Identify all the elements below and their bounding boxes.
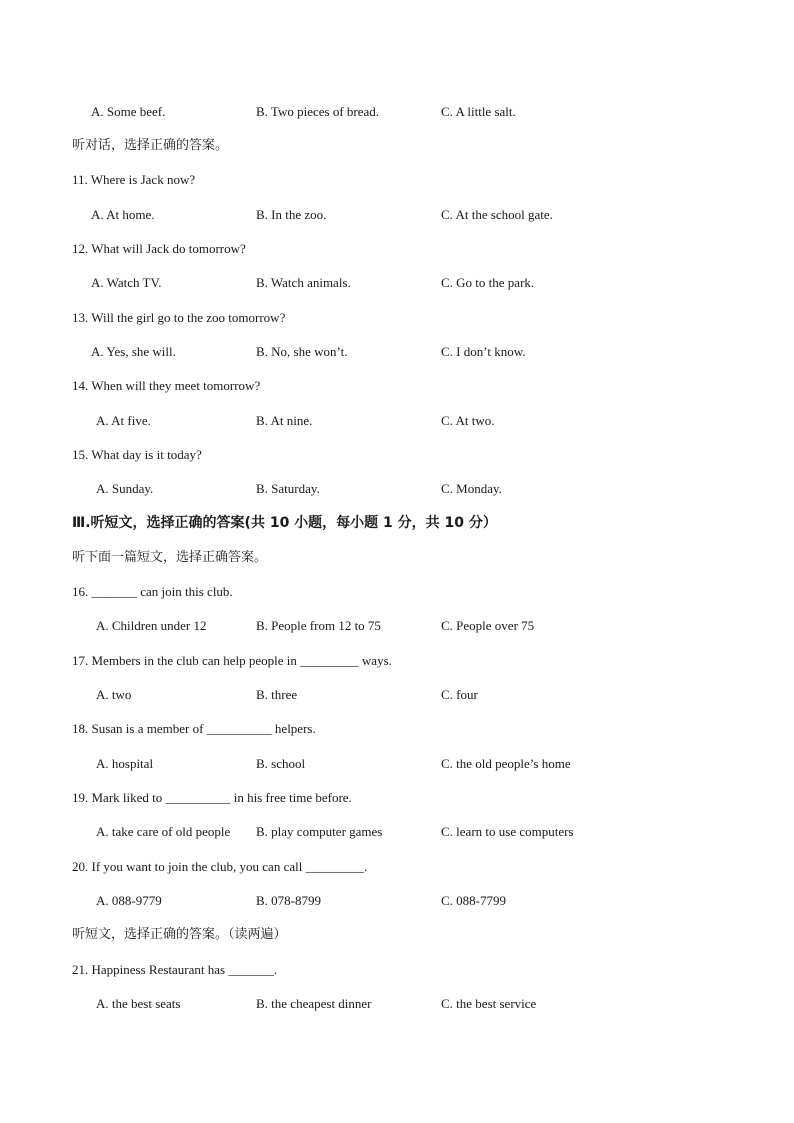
option-a: A. At five. — [96, 413, 151, 428]
section-3-heading: Ⅲ.听短文，选择正确的答案(共 10 小题，每小题 1 分，共 10 分） — [72, 515, 497, 531]
question-15-options — [0, 479, 794, 499]
option-c: C. A little salt. — [441, 104, 516, 119]
question-16-options — [0, 616, 794, 636]
question-19-options — [0, 822, 794, 842]
option-a: A. take care of old people — [96, 824, 231, 839]
option-c: C. four — [441, 687, 478, 702]
option-c: C. learn to use computers — [441, 824, 574, 839]
option-b: B. Watch animals. — [256, 275, 351, 290]
option-b: B. People from 12 to 75 — [256, 618, 381, 633]
question-15-stem: 15. What day is it today? — [72, 447, 202, 462]
option-a: A. the best seats — [96, 996, 181, 1011]
option-c: C. I don’t know. — [441, 344, 526, 359]
question-13-stem: 13. Will the girl go to the zoo tomorrow? — [72, 310, 286, 325]
question-17-options — [0, 685, 794, 705]
option-c: C. Go to the park. — [441, 275, 535, 290]
option-a: A. Yes, she will. — [91, 344, 176, 359]
option-c: C. At the school gate. — [441, 207, 553, 222]
option-b: B. play computer games — [256, 824, 383, 839]
option-a: A. Some beef. — [91, 104, 166, 119]
question-10-options — [0, 102, 794, 122]
question-13-options — [0, 342, 794, 362]
question-12-options — [0, 273, 794, 293]
option-b: B. In the zoo. — [256, 207, 327, 222]
option-b: B. At nine. — [256, 413, 313, 428]
question-14-stem: 14. When will they meet tomorrow? — [72, 378, 261, 393]
question-11-options — [0, 205, 794, 225]
option-b: B. the cheapest dinner — [256, 996, 372, 1011]
option-a: A. two — [96, 687, 132, 702]
option-b: B. Two pieces of bread. — [256, 104, 380, 119]
option-c: C. People over 75 — [441, 618, 535, 633]
question-18-options — [0, 754, 794, 774]
question-16-stem: 16. _______ can join this club. — [72, 584, 233, 599]
option-a: A. Watch TV. — [91, 275, 162, 290]
option-b: B. No, she won’t. — [256, 344, 348, 359]
instruction-passage-2: 听短文，选择正确的答案。（读两遍） — [72, 927, 287, 942]
question-11-stem: 11. Where is Jack now? — [72, 172, 196, 187]
question-18-stem: 18. Susan is a member of __________ helpers. — [72, 721, 316, 736]
option-a: A. Children under 12 — [96, 618, 207, 633]
option-b: B. 078-8799 — [256, 893, 321, 908]
option-c: C. Monday. — [441, 481, 502, 496]
question-14-options — [0, 411, 794, 431]
question-19-stem: 19. Mark liked to __________ in his free time before. — [72, 790, 352, 805]
option-a: A. Sunday. — [96, 481, 154, 496]
question-20-options — [0, 891, 794, 911]
question-12-stem: 12. What will Jack do tomorrow? — [72, 241, 246, 256]
option-c: C. 088-7799 — [441, 893, 506, 908]
option-a: A. 088-9779 — [96, 893, 162, 908]
question-21-stem: 21. Happiness Restaurant has _______. — [72, 962, 278, 977]
option-a: A. hospital — [96, 756, 154, 771]
option-c: C. At two. — [441, 413, 495, 428]
instruction-passage: 听下面一篇短文，选择正确答案。 — [72, 550, 268, 565]
option-b: B. Saturday. — [256, 481, 320, 496]
question-17-stem: 17. Members in the club can help people in _________ ways. — [72, 653, 392, 668]
option-b: B. school — [256, 756, 306, 771]
question-21-options — [0, 994, 794, 1014]
option-c: C. the old people’s home — [441, 756, 571, 771]
question-20-stem: 20. If you want to join the club, you can call _________. — [72, 859, 368, 874]
option-a: A. At home. — [91, 207, 155, 222]
option-c: C. the best service — [441, 996, 537, 1011]
instruction-dialogue: 听对话，选择正确的答案。 — [72, 138, 229, 153]
option-b: B. three — [256, 687, 298, 702]
